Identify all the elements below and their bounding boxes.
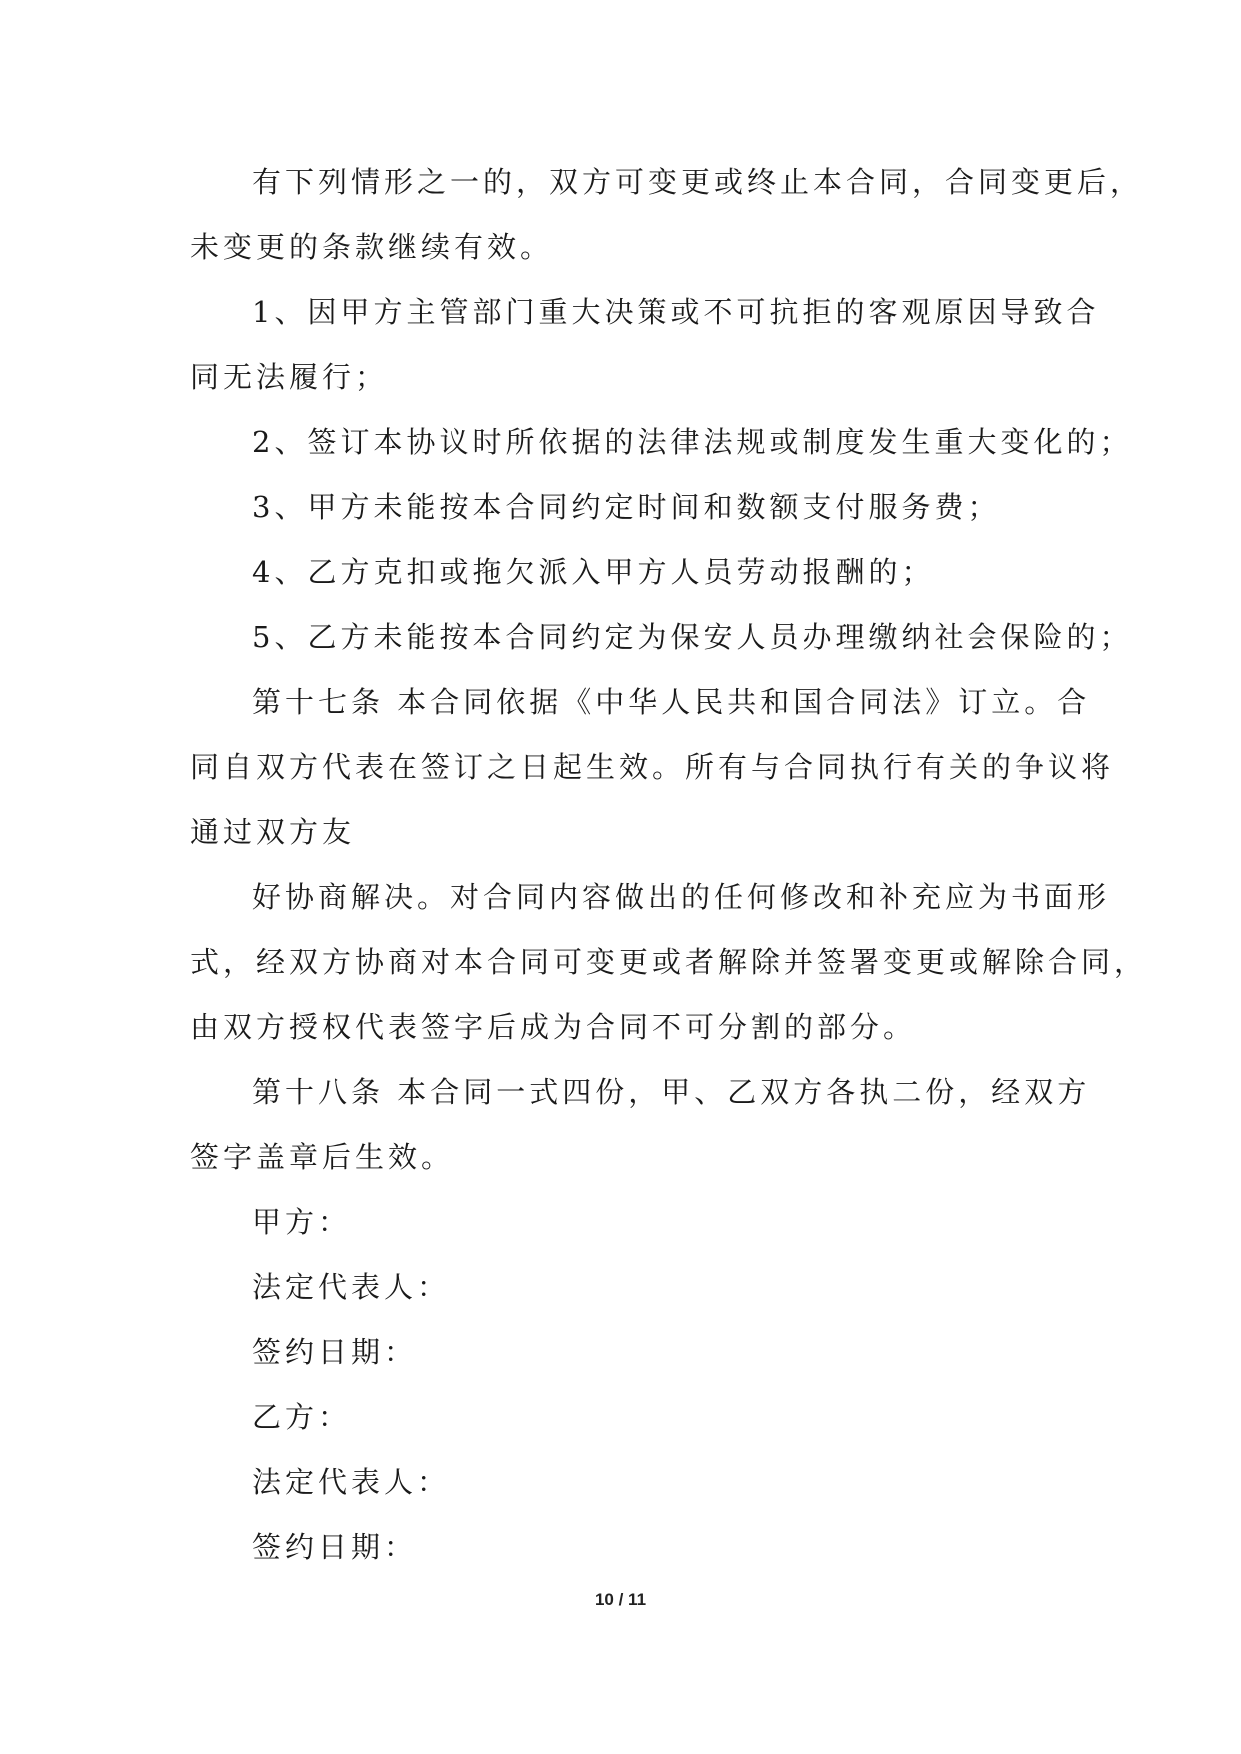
party-b-legal-representative-label: 法定代表人：: [252, 1465, 451, 1499]
page-number: 10 / 11: [594, 1590, 647, 1609]
text-line: 式，经双方协商对本合同可变更或者解除并签署变更或解除合同，: [190, 945, 1148, 979]
text-line: 同自双方代表在签订之日起生效。所有与合同执行有关的争议将: [190, 750, 1115, 784]
text-line: 第十八条 本合同一式四份，甲、乙双方各执二份，经双方: [252, 1075, 1091, 1109]
text-line: 5、乙方未能按本合同约定为保安人员办理缴纳社会保险的；: [252, 620, 1133, 654]
party-a-legal-representative-label: 法定代表人：: [252, 1270, 451, 1304]
document-body: [190, 150, 1148, 1580]
text-line: 由双方授权代表签字后成为合同不可分割的部分。: [190, 1010, 917, 1044]
party-b-signing-date-label: 签约日期：: [252, 1530, 418, 1564]
text-line: 通过双方友: [190, 815, 356, 849]
text-line: 1、因甲方主管部门重大决策或不可抗拒的客观原因导致合: [252, 295, 1100, 329]
party-a-signing-date-label: 签约日期：: [252, 1335, 418, 1369]
text-line: 未变更的条款继续有效。: [190, 230, 554, 264]
party-b-label: 乙方：: [252, 1400, 352, 1434]
text-line: 签字盖章后生效。: [190, 1140, 455, 1174]
text-line: 有下列情形之一的，双方可变更或终止本合同，合同变更后，: [252, 165, 1144, 199]
text-line: 同无法履行；: [190, 360, 389, 394]
text-line: 3、甲方未能按本合同约定时间和数额支付服务费；: [252, 490, 1001, 524]
party-a-label: 甲方：: [252, 1205, 352, 1239]
text-line: 2、签订本协议时所依据的法律法规或制度发生重大变化的；: [252, 425, 1133, 459]
text-line: 4、乙方克扣或拖欠派入甲方人员劳动报酬的；: [252, 555, 935, 589]
text-line: 第十七条 本合同依据《中华人民共和国合同法》订立。合: [252, 685, 1091, 719]
text-line: 好协商解决。对合同内容做出的任何修改和补充应为书面形: [252, 880, 1111, 914]
